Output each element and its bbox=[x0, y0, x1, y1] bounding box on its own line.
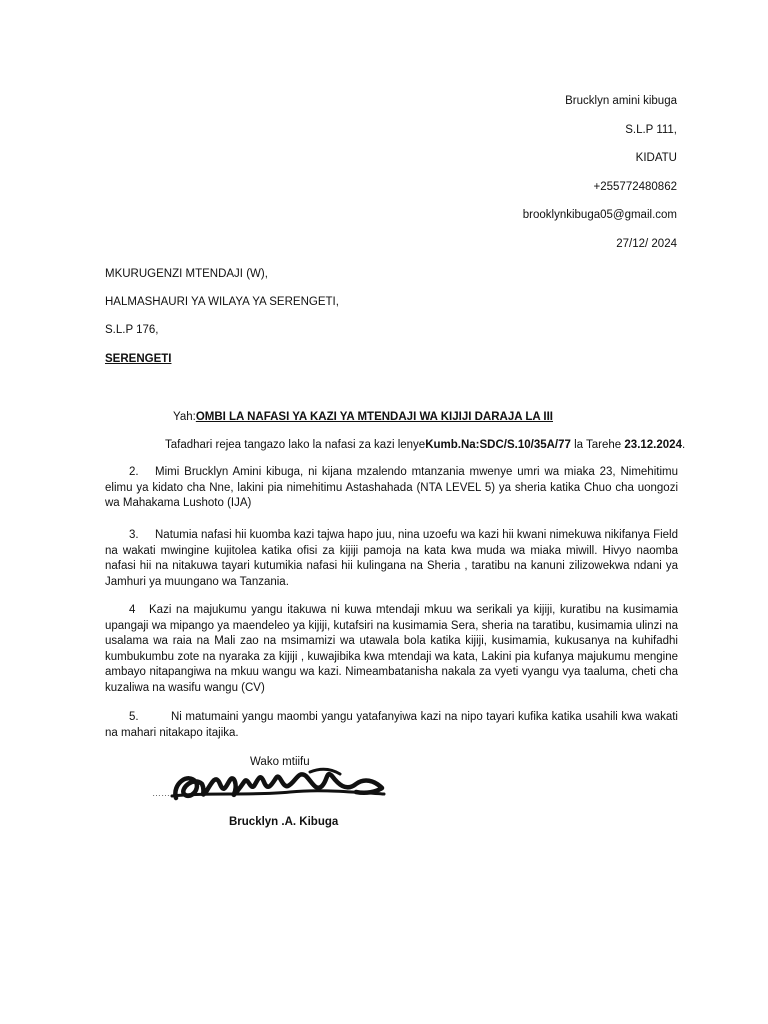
subject-prefix: Yah: bbox=[173, 411, 196, 423]
reference-number: Kumb.Na:SDC/S.10/35A/77 bbox=[425, 439, 571, 451]
paragraph-text: Kazi na majukumu yangu itakuwa ni kuwa mtendaji mkuu wa serikali ya kijiji, kuratibu na kusimamia upangaji wa mipango ya maendeleo ya kijiji, kutafsiri na kusimamia Sera, sheria na taratibu, kusimamia ulinzi na usalama wa raia na Mali zao na msimamizi wa utawala bola katika kijiji, kusimamia, kukusanya na kuhifadhi kumbukumbu zote na nyaraka za kijiji , kuwajibika kwa mtendaji wa kata, Lakini pia kufanya majukumu mengine ambayo nitapangiwa na mkuu wangu wa kazi. Nimeambatanisha nakala za vyeti vyangu vya taaluma, cheti cha kuzaliwa na wasifu wangu (CV) bbox=[105, 604, 678, 694]
closing-salutation: Wako mtiifu bbox=[250, 756, 310, 768]
paragraph-2 bbox=[105, 465, 678, 512]
sender-name: Brucklyn amini kibuga bbox=[565, 95, 677, 107]
paragraph-4 bbox=[105, 603, 678, 696]
subject-line bbox=[173, 410, 553, 425]
sender-po-box: S.L.P 111, bbox=[625, 124, 677, 136]
paragraph-number: 2. bbox=[129, 466, 139, 478]
signature-dots: ……… bbox=[152, 788, 179, 798]
recipient-place: SERENGETI bbox=[105, 353, 172, 365]
sender-phone: +255772480862 bbox=[593, 181, 677, 193]
reference-line bbox=[165, 438, 685, 453]
paragraph-text: Mimi Brucklyn Amini kibuga, ni kijana mzalendo mtanzania mwenye umri wa miaka 23, Nimehitimu elimu ya kidato cha Nne, lakini pia nimehitimu Astashahada (NTA LEVEL 5) ya sheria katika Chuo cha uongozi wa Mahakama Lushoto (IJA) bbox=[105, 466, 678, 509]
reference-date: 23.12.2024 bbox=[624, 439, 682, 451]
recipient-office: HALMASHAURI YA WILAYA YA SERENGETI, bbox=[105, 296, 339, 308]
paragraph-text: Natumia nafasi hii kuomba kazi tajwa hapo juu, nina uzoefu wa kazi hii kwani nimekuwa nikifanya Field na wakati mwingine kujitolea katika ofisi za kijiji pamoja na kata kwa muda wa miaka miwill. Hivyo naomba nafasi hii na nitakuwa tayari kutumikia nafasi hii kulingana na Sheria , taratibu na kanuni zilizowekwa ndani ya Jamhuri ya muungano wa Tanzania. bbox=[105, 529, 678, 588]
paragraph-number: 3. bbox=[129, 529, 139, 541]
subject-text: OMBI LA NAFASI YA KAZI YA MTENDAJI WA KIJIJI DARAJA LA III bbox=[195, 411, 553, 423]
paragraph-number: 4 bbox=[129, 604, 136, 616]
handwritten-signature bbox=[170, 762, 390, 808]
recipient-title: MKURUGENZI MTENDAJI (W), bbox=[105, 268, 268, 280]
sender-place: KIDATU bbox=[635, 152, 677, 164]
closing-name: Brucklyn .A. Kibuga bbox=[229, 816, 339, 828]
sender-email: brooklynkibuga05@gmail.com bbox=[522, 209, 677, 221]
recipient-po-box: S.L.P 176, bbox=[105, 324, 159, 336]
paragraph-number: 5. bbox=[129, 711, 139, 723]
letter-date: 27/12/ 2024 bbox=[616, 238, 677, 250]
paragraph-5 bbox=[105, 710, 678, 741]
paragraph-text: Ni matumaini yangu maombi yangu yatafanyiwa kazi na nipo tayari kufika katika usahili kwa wakati na mahari nitakapo itajika. bbox=[105, 711, 678, 739]
reference-text: Tafadhari rejea tangazo lako la nafasi za kazi lenye bbox=[165, 439, 426, 451]
paragraph-3 bbox=[105, 528, 678, 590]
reference-end: . bbox=[681, 439, 686, 451]
reference-mid: la Tarehe bbox=[570, 439, 625, 451]
